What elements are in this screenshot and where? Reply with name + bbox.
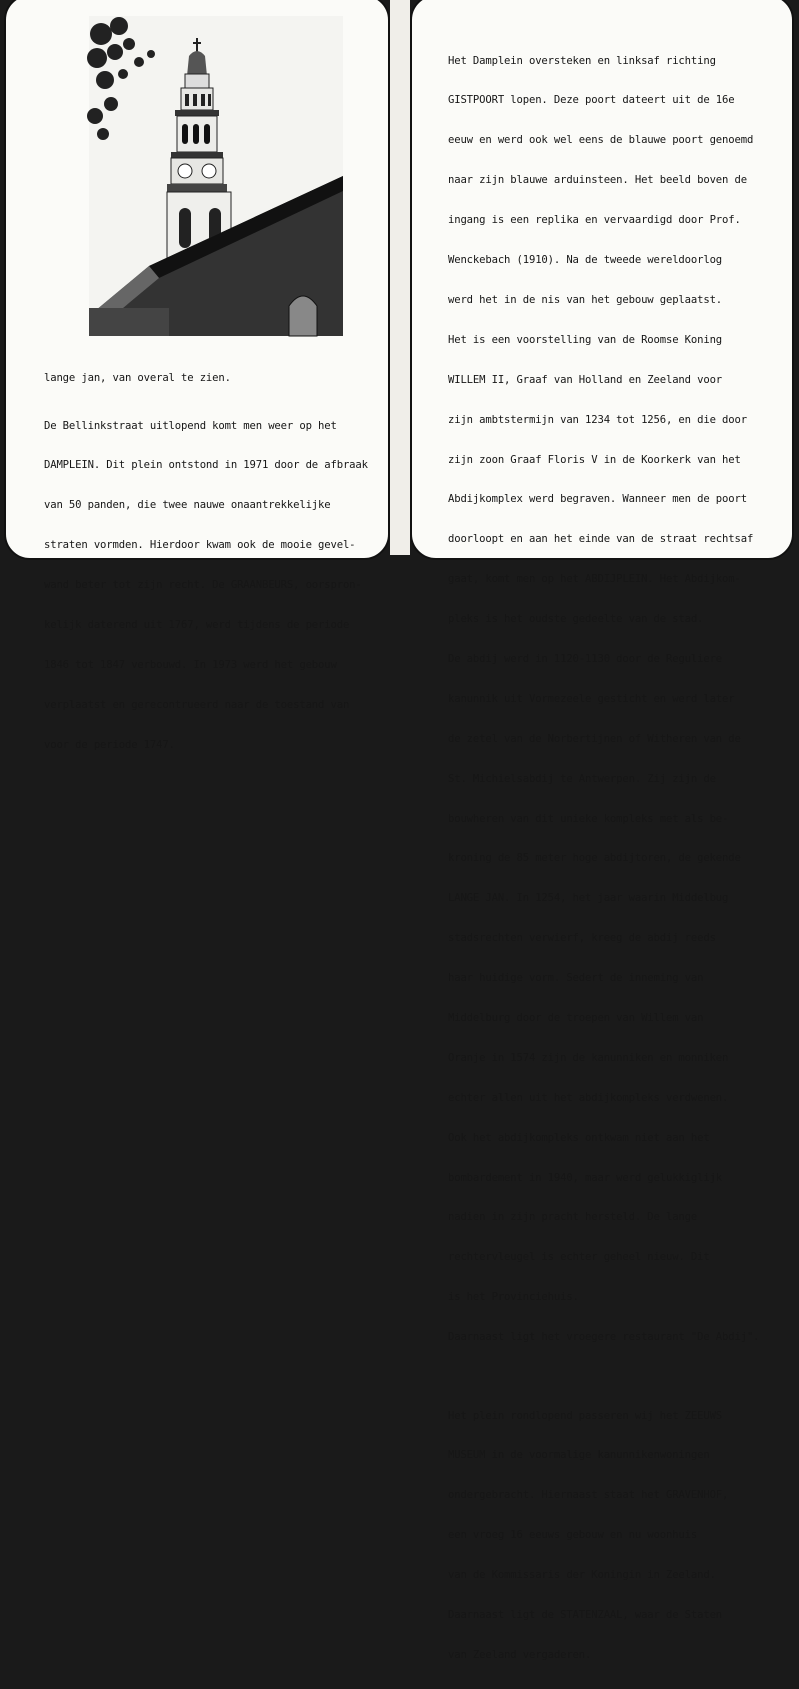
text-line: Middelburg door de troepen van Willem van — [448, 1011, 704, 1024]
text-line: zijn ambtstermijn van 1234 tot 1256, en die door — [448, 413, 747, 426]
text-line: Het Damplein oversteken en linksaf richting — [448, 54, 716, 67]
text-line: De Bellinkstraat uitlopend komt men weer op het — [44, 419, 337, 432]
text-line: zijn zoon Graaf Floris V in de Koorkerk van het — [448, 453, 741, 466]
photo-caption: lange jan, van overal te zien. — [44, 372, 231, 384]
text-line: kanunnik uit Vormezeele gesticht en werd later — [448, 692, 735, 705]
text-line: kelijk daterend uit 1767, werd tijdens de periode — [44, 619, 350, 632]
text-line: Het plein rondlopend passeren wij het ZEEUWS — [448, 1409, 723, 1422]
text-line: WILLEM II, Graaf van Holland en Zeeland voor — [448, 373, 723, 386]
text-line: stadsrechten verwierf, kreeg de abdij reeds — [448, 932, 716, 945]
text-line: van Zeeland vergaderen. — [448, 1648, 592, 1661]
text-line: naar zijn blauwe arduinsteen. Het beeld boven de — [448, 174, 747, 187]
text-line: MUSEUM in de voormalige kanunnikenwoningen — [448, 1449, 710, 1462]
text-line: voor de periode 1747. — [44, 738, 175, 751]
tower-photo — [89, 16, 343, 336]
right-body-text — [448, 28, 759, 1689]
paragraph-spacer — [448, 1371, 759, 1383]
text-line: werd het in de nis van het gebouw geplaatst. — [448, 293, 723, 306]
text-line: Ook het abdijkompleks ontkwam niet aan het — [448, 1131, 710, 1144]
text-line: De abdij werd in 1120-1130 door de Reguliere — [448, 652, 723, 665]
text-line: eeuw en werd ook wel eens de blauwe poort genoemd — [448, 134, 754, 147]
text-line: de zetel van de Norbertijnen of Witheren van de — [448, 732, 741, 745]
text-line: wand beter tot zijn recht. De GRAANBEURS, oorspron- — [44, 579, 362, 592]
text-line: pleks is het oudste gedeelte van de stad. — [448, 613, 704, 626]
text-line: LANGE JAN. In 1254, het jaar waarin Middelbug — [448, 892, 729, 905]
text-line: ondergebracht. Hiernaast staat het GRAVENHOF, — [448, 1489, 729, 1502]
text-line: Abdijkomplex werd begraven. Wanneer men de poort — [448, 493, 747, 506]
text-line: echter allen uit het abdijkompleks verdwenen. — [448, 1091, 729, 1104]
tower-illustration — [89, 16, 343, 336]
text-line: bombardement in 1940, maar werd gelukkiglijk — [448, 1171, 723, 1184]
text-line: een vroeg 16 eeuws gebouw en nu woonhuis — [448, 1529, 698, 1542]
left-page — [4, 0, 390, 751]
text-line: ingang is een replika en vervaardigd door Prof. — [448, 214, 741, 227]
text-line: van de Kommissaris der Koningin in Zeeland. — [448, 1569, 716, 1582]
text-line: 1846 tot 1847 verbouwd. In 1973 werd het gebouw — [44, 658, 337, 671]
text-line: Het is een voorstelling van de Roomse Koning — [448, 333, 723, 346]
text-line: nadien in zijn pracht hersteld. De lange — [448, 1211, 698, 1224]
text-line: Daarnaast ligt het vroegere restaurant "De Abdij". — [448, 1331, 760, 1344]
text-line: verplaatst en gerecontrueerd naar de toestand van — [44, 698, 350, 711]
text-line: haar huidige vorm. Sedert de inneming van — [448, 972, 704, 985]
text-line: van 50 panden, die twee nauwe onaantrekkelijke — [44, 499, 331, 512]
text-line: DAMPLEIN. Dit plein ontstond in 1971 door de afbraak — [44, 459, 368, 472]
text-line: Wenckebach (1910). Na de tweede wereldoorlog — [448, 254, 723, 267]
text-line: is het Provinciehuis. — [448, 1291, 579, 1304]
text-line: bouwheren van dit unieke kompleks met als be- — [448, 812, 729, 825]
text-line: rechtervleugel is echter geheel nieuw. Dit — [448, 1251, 710, 1264]
left-body-text — [44, 393, 368, 779]
text-line: doorloopt en aan het einde van de straat rechtsaf — [448, 533, 754, 546]
right-page — [410, 0, 794, 1661]
page-gutter — [390, 0, 410, 555]
text-line: St. Michielsabdij te Antwerpen. Zij zijn de — [448, 772, 716, 785]
text-line: Daarnaast ligt de STATENZAAL, waar de Staten — [448, 1609, 723, 1622]
text-line: straten vormden. Hierdoor kwam ook de mooie gevel- — [44, 539, 356, 552]
text-line: Oranje in 1574 zijn de kanunniken en monniken — [448, 1051, 729, 1064]
text-line: kroning de 85 meter hoge abdijtoren, de gekende — [448, 852, 741, 865]
text-line: GISTPOORT lopen. Deze poort dateert uit de 16e — [448, 94, 735, 107]
text-line: gaat, komt men op het ABDIJPLEIN. Het Abdijkom- — [448, 573, 741, 586]
